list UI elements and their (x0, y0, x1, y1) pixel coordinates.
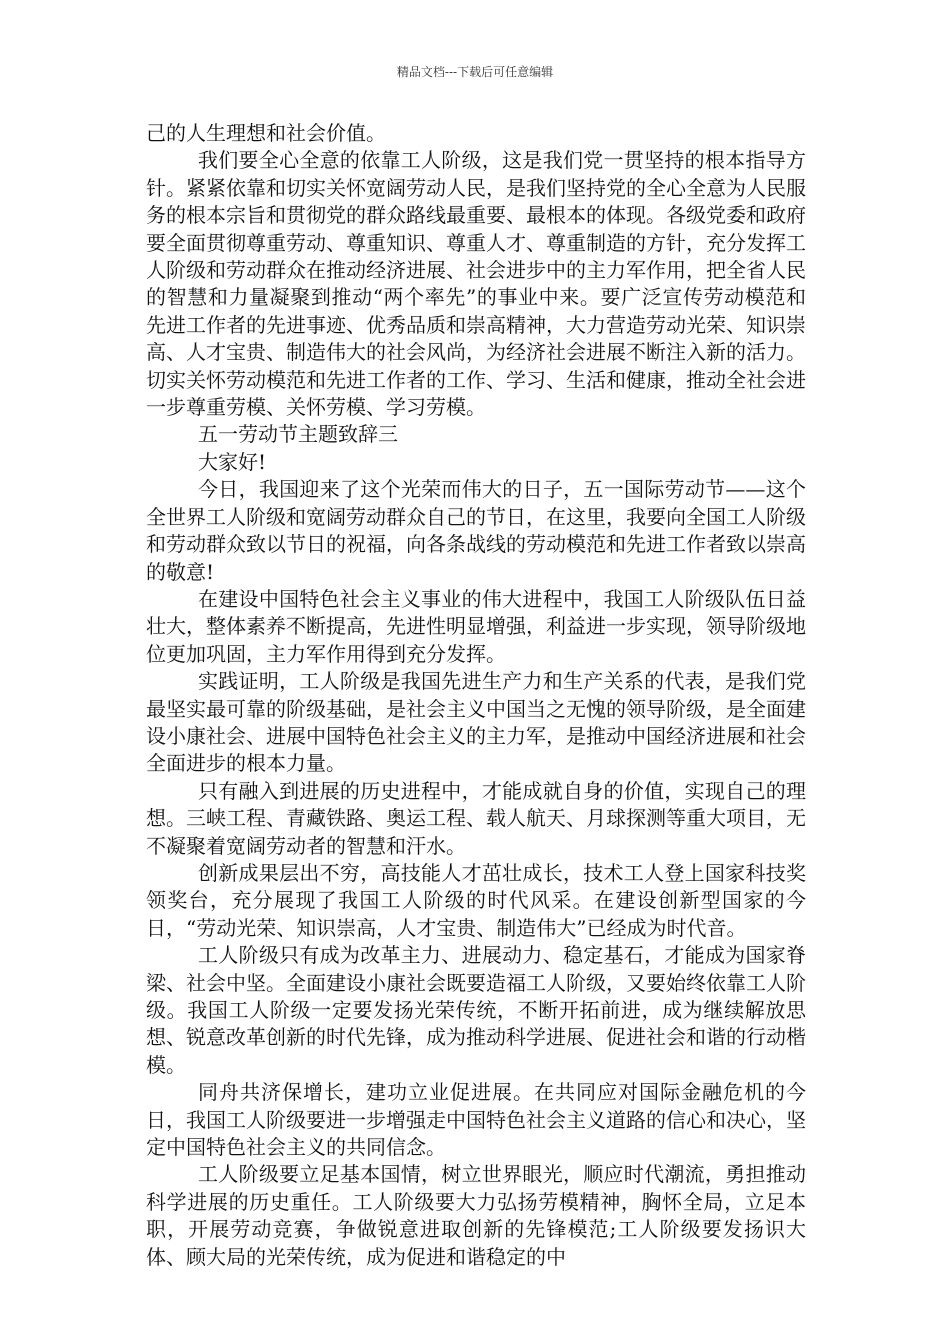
paragraph: 今日，我国迎来了这个光荣而伟大的日子，五一国际劳动节——这个全世界工人阶级和宽阔劳动群众自己的节日，在这里，我要向全国工人阶级和劳动群众致以节日的祝福，向各条战线的劳动模范和先进工作者致以崇高的敬意! (146, 477, 806, 584)
paragraph: 工人阶级只有成为改革主力、进展动力、稳定基石，才能成为国家脊梁、社会中坚。全面建设小康社会既要造福工人阶级，又要始终依靠工人阶级。我国工人阶级一定要发扬光荣传统，不断开拓前进，成为继续解放思想、锐意改革创新的时代先锋，成为推动科学进展、促进社会和谐的行动楷模。 (146, 943, 806, 1077)
section-title: 五一劳动节主题致辞三 (198, 422, 398, 447)
greeting: 大家好! (198, 449, 267, 474)
paragraph-continuation: 己的人生理想和社会价值。 (146, 121, 386, 145)
paragraph: 同舟共济保增长，建功立业促进展。在共同应对国际金融危机的今日，我国工人阶级要进一步增强走中国特色社会主义道路的信心和决心，坚定中国特色社会主义的共同信念。 (146, 1080, 806, 1160)
page-header: 精品文档---下载后可任意编辑 (396, 65, 554, 79)
paragraph: 我们要全心全意的依靠工人阶级，这是我们党一贯坚持的根本指导方针。紧紧依靠和切实关怀宽阔劳动人民，是我们坚持党的全心全意为人民服务的根本宗旨和贯彻党的群众路线最重要、最根本的体现。各级党委和政府要全面贯彻尊重劳动、尊重知识、尊重人才、尊重制造的方针，充分发挥工人阶级和劳动群众在推动经济进展、社会进步中的主力军作用，把全省人民的智慧和力量凝聚到推动“两个率先”的事业中来。要广泛宣传劳动模范和先进工作者的先进事迹、优秀品质和崇高精神，大力营造劳动光荣、知识崇高、人才宝贵、制造伟大的社会风尚，为经济社会进展不断注入新的活力。切实关怀劳动模范和先进工作者的工作、学习、生活和健康，推动全社会进一步尊重劳模、关怀劳模、学习劳模。 (146, 148, 806, 420)
paragraph: 只有融入到进展的历史进程中，才能成就自身的价值，实现自己的理想。三峡工程、青藏铁路、奥运工程、载人航天、月球探测等重大项目，无不凝聚着宽阔劳动者的智慧和汗水。 (146, 778, 806, 858)
paragraph: 工人阶级要立足基本国情，树立世界眼光，顺应时代潮流，勇担推动科学进展的历史重任。工人阶级要大力弘扬劳模精神，胸怀全局，立足本职，开展劳动竞赛，争做锐意进取创新的先锋模范;工人阶级要发扬识大体、顾大局的光荣传统，成为促进和谐稳定的中 (146, 1162, 806, 1269)
paragraph: 实践证明，工人阶级是我国先进生产力和生产关系的代表，是我们党最坚实最可靠的阶级基础，是社会主义中国当之无愧的领导阶级，是全面建设小康社会、进展中国特色社会主义的主力军，是推动中国经济进展和社会全面进步的根本力量。 (146, 669, 806, 776)
document-body (146, 120, 806, 1271)
paragraph: 创新成果层出不穷，高技能人才茁壮成长，技术工人登上国家科技奖领奖台，充分展现了我国工人阶级的时代风采。在建设创新型国家的今日，“劳动光荣、知识崇高，人才宝贵、制造伟大”已经成为时代音。 (146, 860, 806, 940)
paragraph: 在建设中国特色社会主义事业的伟大进程中，我国工人阶级队伍日益壮大，整体素养不断提高，先进性明显增强，利益进一步实现，领导阶级地位更加巩固，主力军作用得到充分发挥。 (146, 586, 806, 666)
